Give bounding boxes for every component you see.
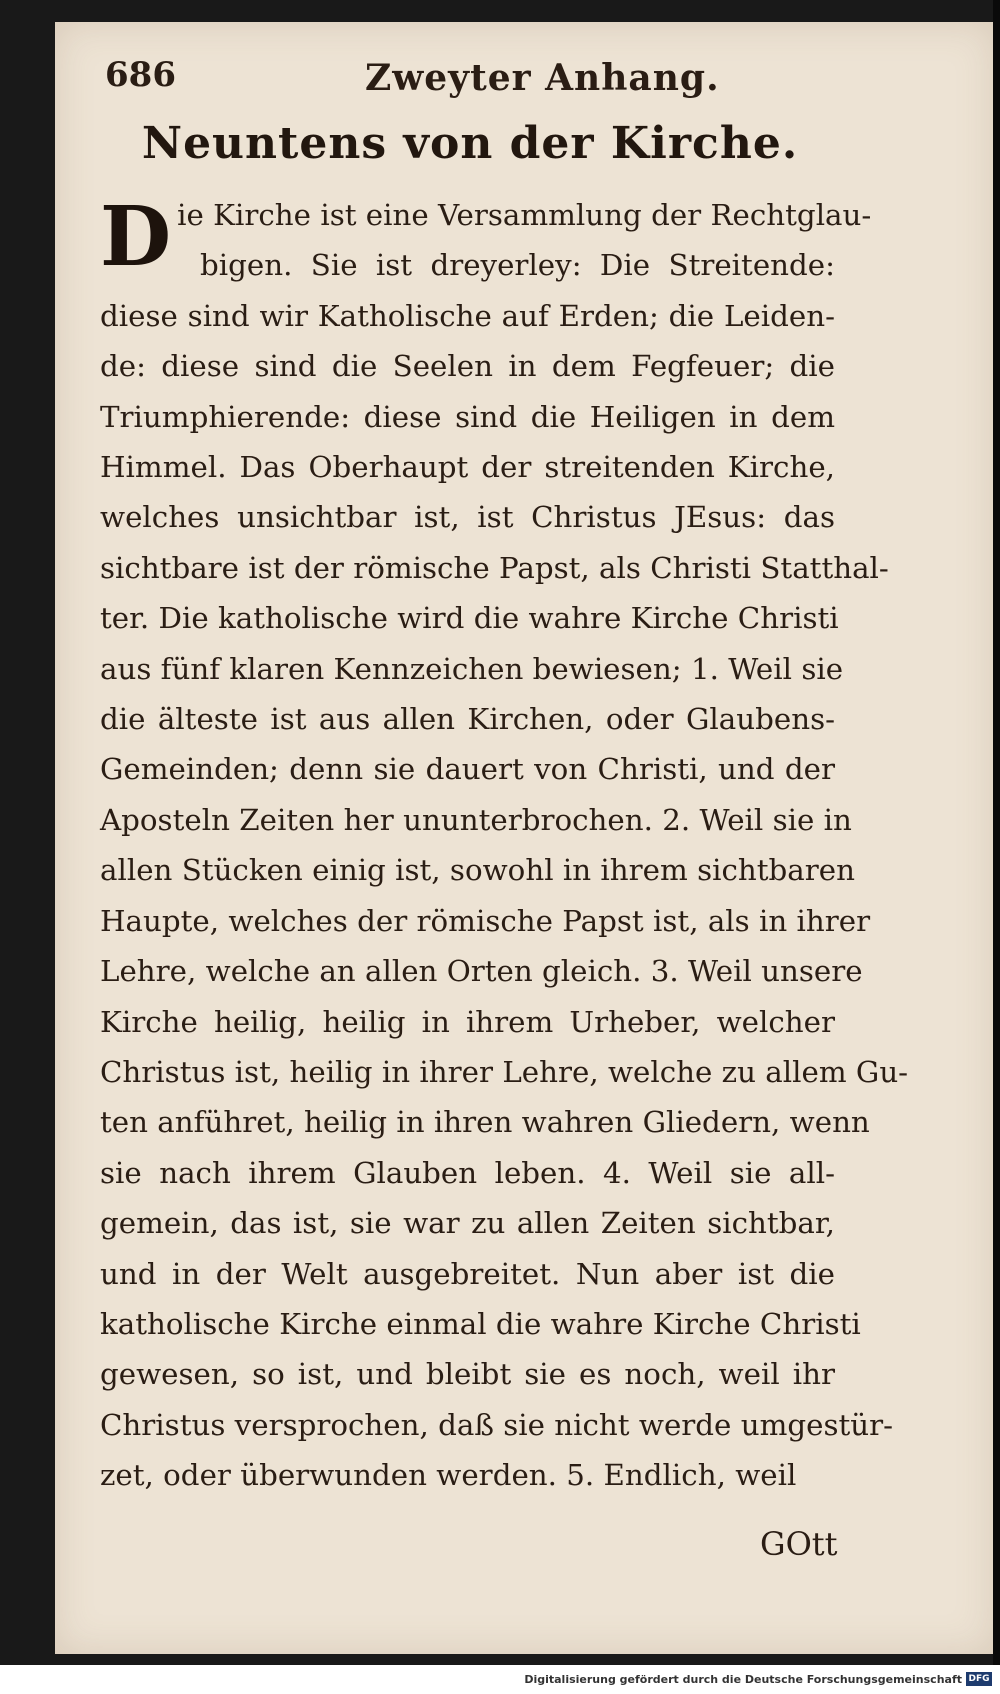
text-line: Kirche heilig, heilig in ihrem Urheber, welcher [100,1004,835,1039]
text-line: ie Kirche ist eine Versammlung der Rechtglau- [177,198,872,232]
scan-edge [993,0,1000,1665]
text-line: allen Stücken einig ist, sowohl in ihrem sichtbaren [100,853,855,888]
text-line: die älteste ist aus allen Kirchen, oder Glaubens- [100,702,835,737]
body-text [100,189,909,1501]
text-line: de: diese sind die Seelen in dem Fegfeuer; die [100,349,835,384]
text-line: gemein, das ist, sie war zu allen Zeiten sichtbar, [100,1206,835,1241]
text-line: katholische Kirche einmal die wahre Kirche Christi [100,1306,861,1341]
text-line: und in der Welt ausgebreitet. Nun aber ist die [100,1256,835,1291]
text-line: Gemeinden; denn sie dauert von Christi, und der [100,752,835,787]
text-line: zet, oder überwunden werden. 5. Endlich, weil [100,1458,797,1493]
running-head: Zweyter Anhang. [365,57,720,99]
text-line: Christus ist, heilig in ihrer Lehre, welche zu allem Gu- [100,1054,909,1089]
text-line: welches unsichtbar ist, ist Christus JEsus: das [100,500,835,535]
text-line: Triumphierende: diese sind die Heiligen in dem [100,399,835,434]
text-line: ten anführet, heilig in ihren wahren Gliedern, wenn [100,1105,870,1140]
text-line: bigen. Sie ist dreyerley: Die Streitende: [200,248,835,283]
text-line: Himmel. Das Oberhaupt der streitenden Kirche, [100,450,835,485]
text-line: aus fünf klaren Kennzeichen bewiesen; 1. Weil sie [100,651,844,686]
page-number: 686 [105,55,176,95]
drop-cap: D [100,189,172,285]
funding-credit: Digitalisierung gefördert durch die Deutsche Forschungsgemeinschaft [524,1673,962,1686]
dfg-logo: DFG [966,1672,992,1686]
text-line: diese sind wir Katholische auf Erden; die Leiden- [100,298,835,333]
footer-bar [0,1665,1000,1694]
text-line: Christus versprochen, daß sie nicht werde umgestür- [100,1407,894,1442]
page-header [105,55,825,105]
catchword: GOtt [760,1525,838,1563]
text-line: sichtbare ist der römische Papst, als Christi Statthal- [100,550,889,585]
text-line: gewesen, so ist, und bleibt sie es noch, weil ihr [100,1357,835,1392]
text-line: Aposteln Zeiten her ununterbrochen. 2. Weil sie in [100,802,852,837]
text-line: Lehre, welche an allen Orten gleich. 3. Weil unsere [100,954,863,989]
text-line: sie nach ihrem Glauben leben. 4. Weil sie all- [100,1155,835,1190]
section-title: Neuntens von der Kirche. [141,118,799,169]
text-line: ter. Die katholische wird die wahre Kirche Christi [100,601,839,636]
text-line: Haupte, welches der römische Papst ist, als in ihrer [100,903,871,938]
